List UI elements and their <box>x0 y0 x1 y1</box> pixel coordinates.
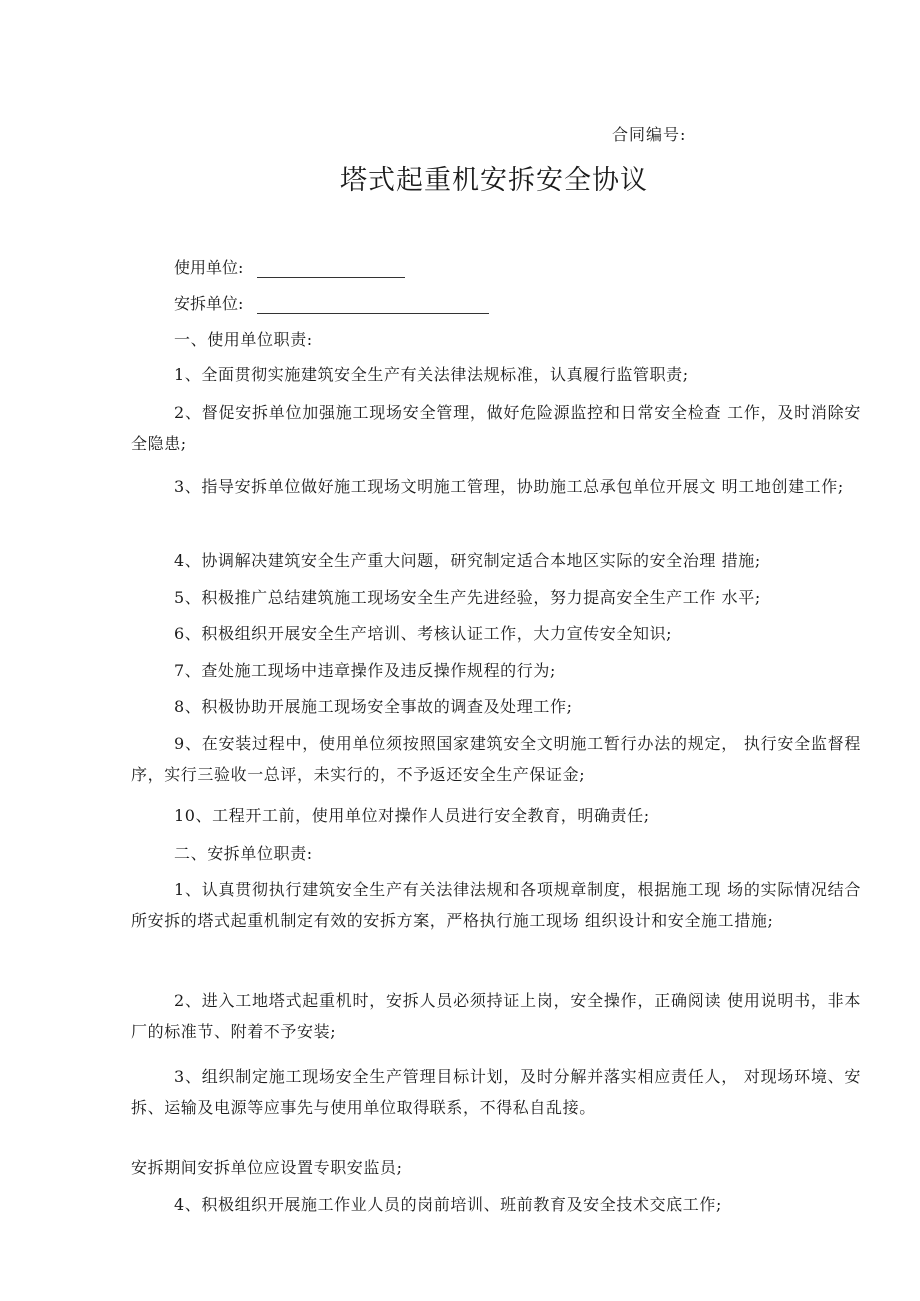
section-heading: 一、使用单位职责: <box>174 330 313 349</box>
document-title: 塔式起重机安拆安全协议 <box>340 165 648 196</box>
list-item: 3、指导安拆单位做好施工现场文明施工管理，协助施工总承包单位开展文 明工地创建工作; <box>174 477 844 496</box>
installer-unit-field <box>174 291 489 314</box>
section-heading: 二、安拆单位职责: <box>174 844 313 863</box>
list-item: 2、督促安拆单位加强施工现场安全管理，做好危险源监控和日常安全检查 工作，及时消除安全隐患; <box>131 403 861 453</box>
list-item: 4、积极组织开展施工作业人员的岗前培训、班前教育及安全技术交底工作; <box>174 1195 722 1214</box>
list-item: 3、组织制定施工现场安全生产管理目标计划，及时分解并落实相应责任人， 对现场环境、安拆、运输及电源等应事先与使用单位取得联系，不得私自乱接。 <box>131 1067 861 1117</box>
list-item: 5、积极推广总结建筑施工现场安全生产先进经验，努力提高安全生产工作 水平; <box>174 588 761 607</box>
note-text: 安拆期间安拆单位应设置专职安监员; <box>131 1158 403 1177</box>
list-item: 6、积极组织开展安全生产培训、考核认证工作，大力宣传安全知识; <box>174 624 673 643</box>
contract-number-label: 合同编号: <box>612 125 687 144</box>
user-unit-blank[interactable] <box>257 261 405 278</box>
installer-unit-blank[interactable] <box>257 297 489 314</box>
list-item: 1、认真贯彻执行建筑安全生产有关法律法规和各项规章制度，根据施工现 场的实际情况结合所安拆的塔式起重机制定有效的安拆方案，严格执行施工现场 组织设计和安全施工措施; <box>131 880 861 930</box>
list-item: 9、在安装过程中，使用单位须按照国家建筑安全文明施工暂行办法的规定， 执行安全监督程序，实行三验收一总评，未实行的，不予返还安全生产保证金; <box>131 734 861 784</box>
user-unit-label: 使用单位: <box>174 258 244 277</box>
user-unit-field <box>174 255 405 278</box>
list-item: 8、积极协助开展施工现场安全事故的调查及处理工作; <box>174 697 573 716</box>
list-item: 4、协调解决建筑安全生产重大问题，研究制定适合本地区实际的安全治理 措施; <box>174 551 761 570</box>
list-item: 10、工程开工前，使用单位对操作人员进行安全教育，明确责任; <box>174 806 650 825</box>
list-item: 1、全面贯彻实施建筑安全生产有关法律法规标准，认真履行监管职责; <box>174 365 689 384</box>
installer-unit-label: 安拆单位: <box>174 294 244 313</box>
list-item: 2、进入工地塔式起重机时，安拆人员必须持证上岗，安全操作，正确阅读 使用说明书，非本厂的标准节、附着不予安装; <box>131 991 861 1041</box>
list-item: 7、查处施工现场中违章操作及违反操作规程的行为; <box>174 661 556 680</box>
